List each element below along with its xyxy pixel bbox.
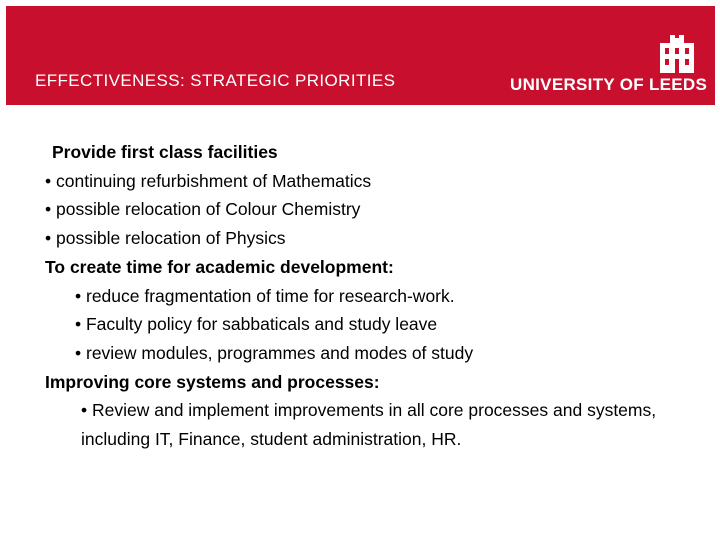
slide-body (45, 138, 685, 454)
bullet-item: • reduce fragmentation of time for research-work. (75, 285, 455, 306)
bullet-item: • Faculty policy for sabbaticals and study leave (75, 314, 438, 335)
slide-title: EFFECTIVENESS: STRATEGIC PRIORITIES (35, 71, 396, 90)
university-logo-text: UNIVERSITY OF LEEDS (510, 75, 708, 94)
section-heading-academic-time: To create time for academic development: (45, 256, 394, 277)
bullet-item: • review modules, programmes and modes of study (75, 342, 474, 363)
header-banner (6, 6, 715, 105)
section-heading-core-systems: Improving core systems and processes: (45, 371, 380, 392)
university-crest-icon (656, 35, 698, 73)
bullet-item: • possible relocation of Physics (45, 228, 286, 249)
bullet-item: • possible relocation of Colour Chemistry (45, 199, 361, 220)
bullet-item: • Review and implement improvements in all core processes and systems, including IT, Finance, student administration, HR. (81, 400, 657, 450)
section-heading-facilities: Provide first class facilities (52, 142, 278, 162)
bullet-item: • continuing refurbishment of Mathematics (45, 170, 372, 191)
